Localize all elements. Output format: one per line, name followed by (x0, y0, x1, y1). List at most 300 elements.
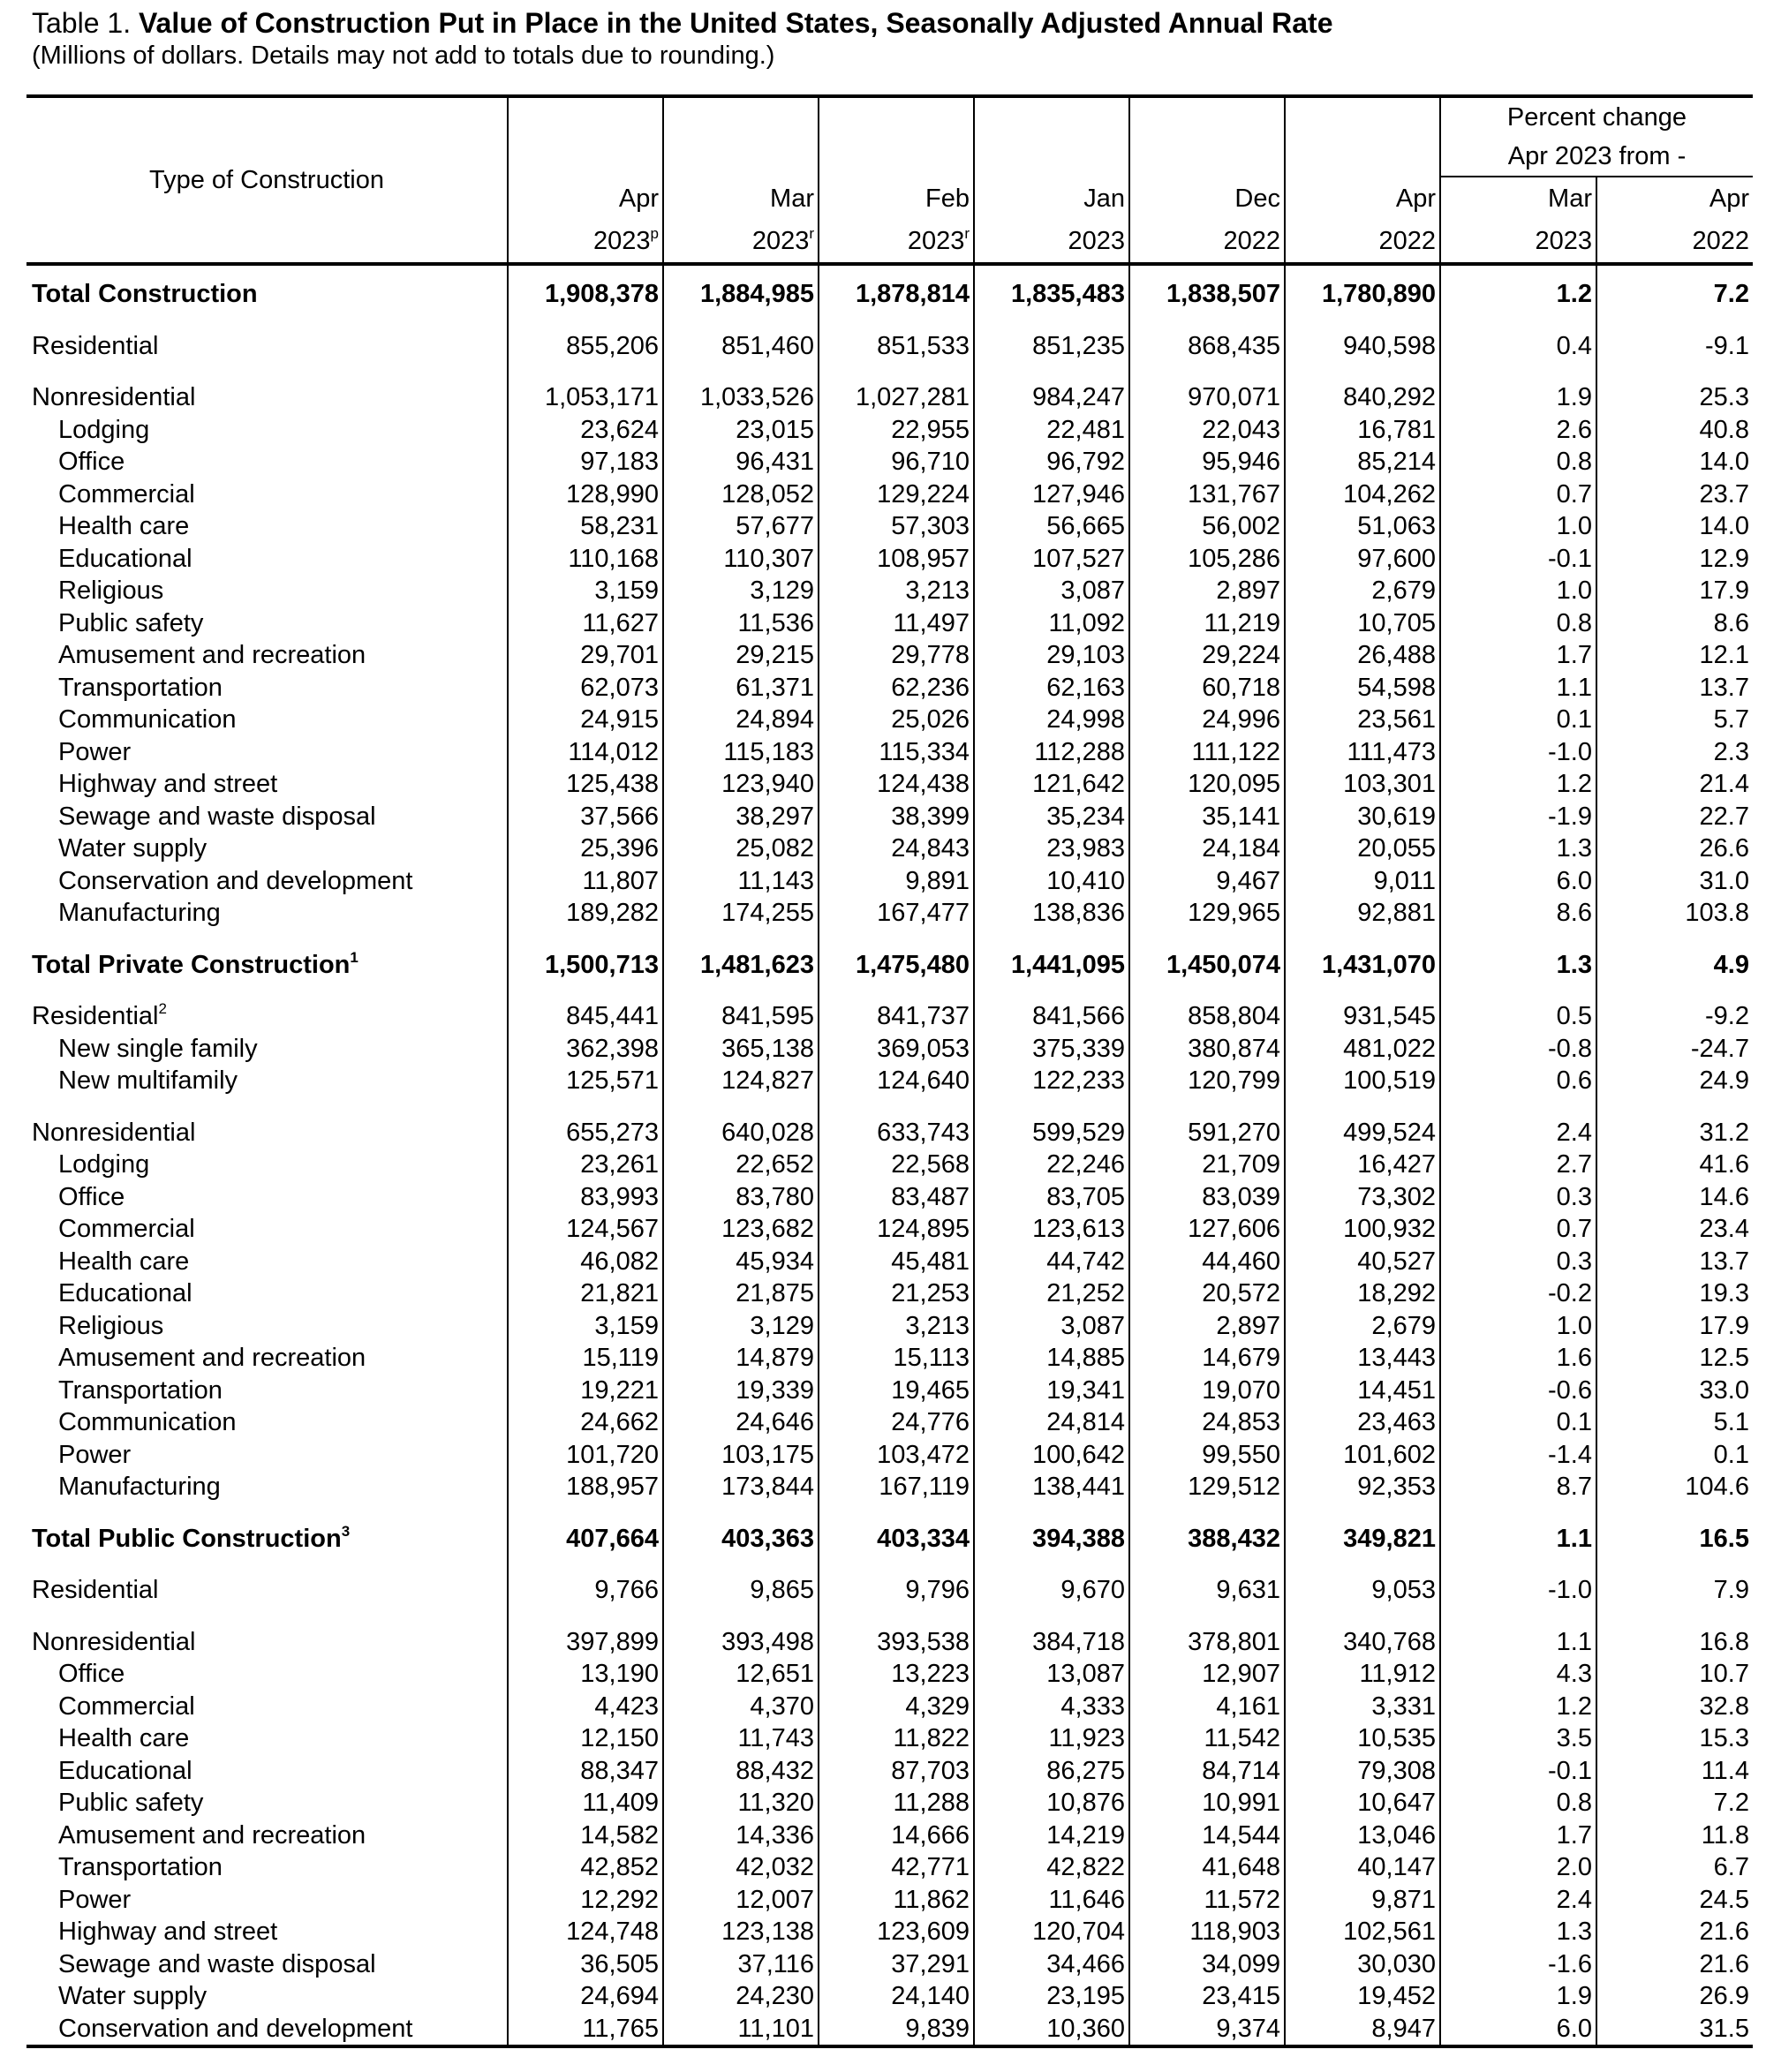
value-cell: 24,694 (508, 1980, 663, 2013)
value-cell: 403,334 (819, 1503, 974, 1556)
value-cell: 103,175 (663, 1439, 819, 1472)
row-label-text: Total Construction (32, 280, 258, 308)
percent-change-cell: -0.8 (1440, 1033, 1596, 1066)
value-cell: 393,538 (819, 1607, 974, 1659)
percent-change-cell: 1.9 (1440, 362, 1596, 414)
percent-change-cell: 15.3 (1699, 1724, 1749, 1752)
table-row (26, 607, 1753, 640)
percent-change-cell: 14.0 (1699, 448, 1749, 476)
table-header (26, 96, 1753, 264)
row-label (26, 311, 508, 363)
table-row (26, 704, 1753, 736)
table-number: Table 1. (32, 7, 132, 39)
value-cell: 14,879 (663, 1342, 819, 1375)
value-cell: 9,796 (819, 1555, 974, 1607)
row-label (26, 1884, 508, 1917)
row-label (26, 1787, 508, 1820)
value-cell: 851,533 (819, 311, 974, 363)
row-label-text: Manufacturing (58, 1473, 221, 1501)
value-cell: 121,642 (974, 768, 1129, 801)
value-cell: 110,168 (508, 543, 663, 576)
value-cell: 84,714 (1129, 1755, 1285, 1788)
value-cell: 369,053 (819, 1033, 974, 1066)
value-cell: 4,370 (663, 1691, 819, 1723)
percent-change-cell: 16.8 (1699, 1627, 1749, 1656)
value-cell: 9,839 (819, 2013, 974, 2047)
value-cell: 73,302 (1285, 1181, 1440, 1214)
table-row (26, 1149, 1753, 1181)
percent-change-cell: 1.6 (1440, 1342, 1596, 1375)
table-row (26, 1277, 1753, 1310)
value-cell: 44,742 (974, 1246, 1129, 1278)
row-label-text: Transportation (58, 1375, 223, 1405)
percent-change-cell: 1.2 (1440, 768, 1596, 801)
value-cell: 46,082 (508, 1246, 663, 1278)
percent-change-cell: 8.6 (1713, 608, 1749, 637)
row-label (26, 1503, 508, 1556)
column-header: Jan 2023 (974, 96, 1129, 264)
value-cell: 851,235 (974, 311, 1129, 363)
row-label (26, 1342, 508, 1375)
table-row (26, 1820, 1753, 1852)
value-cell: 38,297 (663, 801, 819, 833)
percent-change-cell: 21.6 (1699, 1949, 1749, 1978)
row-label (26, 1149, 508, 1181)
row-label (26, 1555, 508, 1607)
percent-change-cell: 1.0 (1440, 575, 1596, 607)
value-cell: 640,028 (663, 1097, 819, 1149)
table-row (26, 981, 1753, 1033)
percent-change-cell: -0.6 (1440, 1375, 1596, 1407)
value-cell: 105,286 (1129, 543, 1285, 576)
percent-column-header: Apr 2022 (1596, 177, 1753, 264)
table-row (26, 575, 1753, 607)
percent-column-header: Mar 2023 (1440, 177, 1596, 264)
table-row (26, 1213, 1753, 1246)
value-cell: 19,452 (1285, 1980, 1440, 2013)
value-cell: 4,329 (819, 1691, 974, 1723)
percent-change-cell: 2.4 (1440, 1884, 1596, 1917)
value-cell: 11,765 (508, 2013, 663, 2047)
percent-change-cell: -0.1 (1440, 1755, 1596, 1788)
value-cell: 25,082 (663, 833, 819, 865)
value-cell: 42,771 (819, 1851, 974, 1884)
value-cell: 40,527 (1285, 1246, 1440, 1278)
table-row (26, 510, 1753, 543)
value-cell: 10,876 (974, 1787, 1129, 1820)
value-cell: 99,550 (1129, 1439, 1285, 1472)
value-cell: 111,473 (1285, 736, 1440, 769)
row-label (26, 1755, 508, 1788)
row-label-text: Highway and street (58, 1918, 278, 1946)
value-cell: 3,159 (508, 1310, 663, 1343)
value-cell: 22,568 (819, 1149, 974, 1181)
value-cell: 26,488 (1285, 639, 1440, 672)
percent-change-cell: 0.4 (1440, 311, 1596, 363)
percent-change-cell: 41.6 (1699, 1150, 1749, 1179)
value-cell: 23,015 (663, 414, 819, 447)
table-row (26, 1406, 1753, 1439)
value-cell: 129,512 (1129, 1471, 1285, 1503)
value-cell: 103,301 (1285, 768, 1440, 801)
value-cell: 19,070 (1129, 1375, 1285, 1407)
percent-change-cell: 4.9 (1713, 950, 1749, 979)
value-cell: 42,032 (663, 1851, 819, 1884)
value-cell: 24,998 (974, 704, 1129, 736)
percent-change-cell: 14.0 (1699, 512, 1749, 540)
value-cell: 60,718 (1129, 672, 1285, 704)
row-label-text: Amusement and recreation (58, 1820, 366, 1850)
row-label-text: Office (58, 1182, 125, 1211)
percent-change-cell: 1.1 (1440, 672, 1596, 704)
value-cell: 115,334 (819, 736, 974, 769)
row-label-text: Educational (58, 544, 192, 573)
data-table-container (26, 94, 1753, 2048)
percent-change-cell: 33.0 (1699, 1375, 1749, 1405)
value-cell: 114,012 (508, 736, 663, 769)
value-cell: 1,780,890 (1285, 264, 1440, 311)
value-cell: 1,908,378 (508, 264, 663, 311)
value-cell: 3,159 (508, 575, 663, 607)
row-label-text: Lodging (58, 1150, 150, 1179)
row-label (26, 865, 508, 898)
value-cell: 120,799 (1129, 1065, 1285, 1097)
percent-change-cell: 14.6 (1699, 1182, 1749, 1211)
value-cell: 13,223 (819, 1658, 974, 1691)
table-row (26, 1471, 1753, 1503)
value-cell: 24,853 (1129, 1406, 1285, 1439)
value-cell: 58,231 (508, 510, 663, 543)
percent-change-cell: 0.6 (1440, 1065, 1596, 1097)
column-header: Dec 2022 (1129, 96, 1285, 264)
row-label (26, 768, 508, 801)
percent-change-cell: 2.6 (1440, 414, 1596, 447)
percent-change-cell: -1.0 (1440, 736, 1596, 769)
value-cell: 120,704 (974, 1916, 1129, 1948)
percent-change-cell: 24.9 (1699, 1066, 1749, 1095)
value-cell: 131,767 (1129, 478, 1285, 511)
percent-change-group-header: Percent change Apr 2023 from - (1440, 96, 1753, 177)
value-cell: 11,646 (974, 1884, 1129, 1917)
percent-change-cell: 1.0 (1440, 510, 1596, 543)
value-cell: 11,912 (1285, 1658, 1440, 1691)
table-row (26, 543, 1753, 576)
row-label (26, 1980, 508, 2013)
value-cell: 24,662 (508, 1406, 663, 1439)
value-cell: 2,897 (1129, 1310, 1285, 1343)
row-label (26, 672, 508, 704)
value-cell: 11,572 (1129, 1884, 1285, 1917)
percent-change-cell: 40.8 (1699, 415, 1749, 444)
value-cell: 41,648 (1129, 1851, 1285, 1884)
value-cell: 9,011 (1285, 865, 1440, 898)
value-cell: 18,292 (1285, 1277, 1440, 1310)
value-cell: 21,821 (508, 1277, 663, 1310)
value-cell: 984,247 (974, 362, 1129, 414)
table-row (26, 478, 1753, 511)
value-cell: 13,443 (1285, 1342, 1440, 1375)
value-cell: 87,703 (819, 1755, 974, 1788)
value-cell: 22,043 (1129, 414, 1285, 447)
value-cell: 61,371 (663, 672, 819, 704)
row-label-text: Commercial (58, 1215, 195, 1243)
value-cell: 11,542 (1129, 1722, 1285, 1755)
percent-change-cell: 0.1 (1440, 704, 1596, 736)
percent-change-cell: 6.0 (1440, 2013, 1596, 2047)
value-cell: 83,487 (819, 1181, 974, 1214)
value-cell: 10,360 (974, 2013, 1129, 2047)
value-cell: 1,450,074 (1129, 930, 1285, 982)
table-row (26, 1980, 1753, 2013)
percent-change-cell: 1.3 (1440, 930, 1596, 982)
row-label (26, 639, 508, 672)
value-cell: 11,497 (819, 607, 974, 640)
value-cell: 931,545 (1285, 981, 1440, 1033)
value-cell: 11,092 (974, 607, 1129, 640)
row-label (26, 833, 508, 865)
percent-change-cell: 1.1 (1440, 1607, 1596, 1659)
value-cell: 840,292 (1285, 362, 1440, 414)
value-cell: 19,465 (819, 1375, 974, 1407)
percent-change-cell: 0.5 (1440, 981, 1596, 1033)
percent-change-cell: -1.6 (1440, 1948, 1596, 1981)
value-cell: 20,055 (1285, 833, 1440, 865)
value-cell: 57,303 (819, 510, 974, 543)
value-cell: 10,705 (1285, 607, 1440, 640)
value-cell: 124,640 (819, 1065, 974, 1097)
row-label (26, 1607, 508, 1659)
value-cell: 62,163 (974, 672, 1129, 704)
table-row (26, 639, 1753, 672)
value-cell: 173,844 (663, 1471, 819, 1503)
value-cell: 407,664 (508, 1503, 663, 1556)
footnote-marker: r (964, 225, 970, 242)
value-cell: 23,983 (974, 833, 1129, 865)
value-cell: 123,682 (663, 1213, 819, 1246)
value-cell: 858,804 (1129, 981, 1285, 1033)
value-cell: 3,087 (974, 1310, 1129, 1343)
value-cell: 9,891 (819, 865, 974, 898)
value-cell: 40,147 (1285, 1851, 1440, 1884)
table-row (26, 1033, 1753, 1066)
row-label (26, 1439, 508, 1472)
value-cell: 633,743 (819, 1097, 974, 1149)
value-cell: 118,903 (1129, 1916, 1285, 1948)
value-cell: 375,339 (974, 1033, 1129, 1066)
value-cell: 37,116 (663, 1948, 819, 1981)
value-cell: 9,467 (1129, 865, 1285, 898)
value-cell: 21,252 (974, 1277, 1129, 1310)
row-label-text: Communication (58, 705, 237, 734)
value-cell: 4,161 (1129, 1691, 1285, 1723)
column-header: Apr 2023$^p$ (508, 96, 663, 264)
value-cell: 124,567 (508, 1213, 663, 1246)
value-cell: 14,582 (508, 1820, 663, 1852)
row-label-text: Amusement and recreation (58, 1344, 366, 1372)
value-cell: 2,897 (1129, 575, 1285, 607)
type-column-header: Type of Construction (26, 96, 508, 264)
value-cell: 10,410 (974, 865, 1129, 898)
value-cell: 1,500,713 (508, 930, 663, 982)
percent-change-cell: 103.8 (1685, 899, 1749, 927)
percent-change-cell: 1.7 (1440, 639, 1596, 672)
row-label-text: Educational (58, 1756, 192, 1785)
value-cell: 9,871 (1285, 1884, 1440, 1917)
percent-change-cell: 6.0 (1440, 865, 1596, 898)
percent-change-cell: 21.4 (1699, 770, 1749, 798)
value-cell: 97,183 (508, 446, 663, 478)
percent-change-cell: 24.5 (1699, 1885, 1749, 1914)
row-label-text: Communication (58, 1408, 237, 1436)
row-label-text: New multifamily (58, 1066, 238, 1095)
value-cell: 122,233 (974, 1065, 1129, 1097)
value-cell: 2,679 (1285, 1310, 1440, 1343)
percent-change-cell: 0.3 (1440, 1246, 1596, 1278)
row-label (26, 1948, 508, 1981)
value-cell: 21,709 (1129, 1149, 1285, 1181)
row-label (26, 736, 508, 769)
percent-change-cell: 6.7 (1713, 1853, 1749, 1881)
value-cell: 1,027,281 (819, 362, 974, 414)
percent-change-cell: 1.3 (1440, 833, 1596, 865)
value-cell: 380,874 (1129, 1033, 1285, 1066)
percent-change-cell: 2.7 (1440, 1149, 1596, 1181)
row-label (26, 264, 508, 311)
percent-change-cell: 31.0 (1699, 866, 1749, 895)
percent-change-cell: 17.9 (1699, 1311, 1749, 1340)
percent-change-cell: 26.6 (1699, 834, 1749, 863)
value-cell: 22,955 (819, 414, 974, 447)
value-cell: 11,219 (1129, 607, 1285, 640)
percent-change-cell: 1.1 (1440, 1503, 1596, 1556)
value-cell: 3,129 (663, 575, 819, 607)
percent-change-cell: 0.8 (1440, 607, 1596, 640)
value-cell: 388,432 (1129, 1503, 1285, 1556)
value-cell: 120,095 (1129, 768, 1285, 801)
footnote-marker: 2 (158, 1000, 167, 1017)
value-cell: 54,598 (1285, 672, 1440, 704)
percent-change-cell: 32.8 (1699, 1692, 1749, 1721)
value-cell: 11,862 (819, 1884, 974, 1917)
table-row (26, 833, 1753, 865)
row-label-text: Water supply (58, 1982, 208, 2010)
table-row (26, 1097, 1753, 1149)
row-label (26, 1213, 508, 1246)
value-cell: 10,991 (1129, 1787, 1285, 1820)
value-cell: 83,993 (508, 1181, 663, 1214)
value-cell: 188,957 (508, 1471, 663, 1503)
table-row (26, 1787, 1753, 1820)
percent-change-cell: 13.7 (1699, 673, 1749, 702)
value-cell: 19,341 (974, 1375, 1129, 1407)
value-cell: 24,996 (1129, 704, 1285, 736)
table-row (26, 1755, 1753, 1788)
row-label-text: Commercial (58, 479, 195, 509)
value-cell: 393,498 (663, 1607, 819, 1659)
value-cell: 100,932 (1285, 1213, 1440, 1246)
value-cell: 24,894 (663, 704, 819, 736)
value-cell: 23,415 (1129, 1980, 1285, 2013)
table-row (26, 446, 1753, 478)
value-cell: 362,398 (508, 1033, 663, 1066)
value-cell: 128,990 (508, 478, 663, 511)
value-cell: 9,865 (663, 1555, 819, 1607)
percent-change-cell: 11.8 (1701, 1820, 1749, 1850)
value-cell: 29,215 (663, 639, 819, 672)
value-cell: 138,441 (974, 1471, 1129, 1503)
value-cell: 123,138 (663, 1916, 819, 1948)
value-cell: 123,613 (974, 1213, 1129, 1246)
value-cell: 10,535 (1285, 1722, 1440, 1755)
percent-change-cell: 2.3 (1713, 737, 1749, 766)
table-row (26, 1851, 1753, 1884)
percent-change-cell: 17.9 (1699, 576, 1749, 605)
value-cell: 88,432 (663, 1755, 819, 1788)
value-cell: 13,087 (974, 1658, 1129, 1691)
value-cell: 868,435 (1129, 311, 1285, 363)
value-cell: 12,150 (508, 1722, 663, 1755)
percent-change-cell: 11.4 (1701, 1756, 1749, 1785)
row-label-text: Conservation and development (58, 866, 413, 895)
value-cell: 19,221 (508, 1375, 663, 1407)
percent-change-cell: 26.9 (1699, 1982, 1749, 2010)
value-cell: 22,652 (663, 1149, 819, 1181)
value-cell: 841,737 (819, 981, 974, 1033)
value-cell: 37,566 (508, 801, 663, 833)
percent-change-cell: 7.2 (1713, 280, 1749, 308)
percent-change-cell: 0.1 (1440, 1406, 1596, 1439)
table-row (26, 930, 1753, 982)
value-cell: 841,595 (663, 981, 819, 1033)
value-cell: 127,606 (1129, 1213, 1285, 1246)
value-cell: 3,213 (819, 575, 974, 607)
value-cell: 24,140 (819, 1980, 974, 2013)
value-cell: 30,619 (1285, 801, 1440, 833)
table-row (26, 1607, 1753, 1659)
row-label-text: Power (58, 737, 132, 766)
row-label-text: Transportation (58, 1853, 223, 1881)
percent-change-cell: 12.1 (1699, 641, 1749, 669)
value-cell: 11,536 (663, 607, 819, 640)
row-label (26, 1310, 508, 1343)
value-cell: 104,262 (1285, 478, 1440, 511)
row-label-text: Health care (58, 1724, 190, 1752)
percent-change-cell: 13.7 (1699, 1247, 1749, 1276)
row-label-text: Transportation (58, 673, 223, 702)
table-row (26, 414, 1753, 447)
value-cell: 9,053 (1285, 1555, 1440, 1607)
table-row (26, 2013, 1753, 2047)
value-cell: 16,781 (1285, 414, 1440, 447)
value-cell: 970,071 (1129, 362, 1285, 414)
row-label-text: Nonresidential (32, 383, 196, 411)
value-cell: 11,409 (508, 1787, 663, 1820)
percent-change-cell: 31.2 (1699, 1118, 1749, 1147)
value-cell: 34,099 (1129, 1948, 1285, 1981)
percent-change-cell: 0.7 (1440, 1213, 1596, 1246)
percent-change-cell: 10.7 (1699, 1660, 1749, 1688)
row-label-text: Sewage and waste disposal (58, 1949, 376, 1978)
value-cell: 1,053,171 (508, 362, 663, 414)
footnote-marker: 3 (341, 1522, 351, 1540)
row-label (26, 510, 508, 543)
value-cell: 1,033,526 (663, 362, 819, 414)
value-cell: 841,566 (974, 981, 1129, 1033)
value-cell: 124,438 (819, 768, 974, 801)
row-label (26, 1375, 508, 1407)
row-label (26, 446, 508, 478)
row-label-text: Commercial (58, 1692, 195, 1721)
